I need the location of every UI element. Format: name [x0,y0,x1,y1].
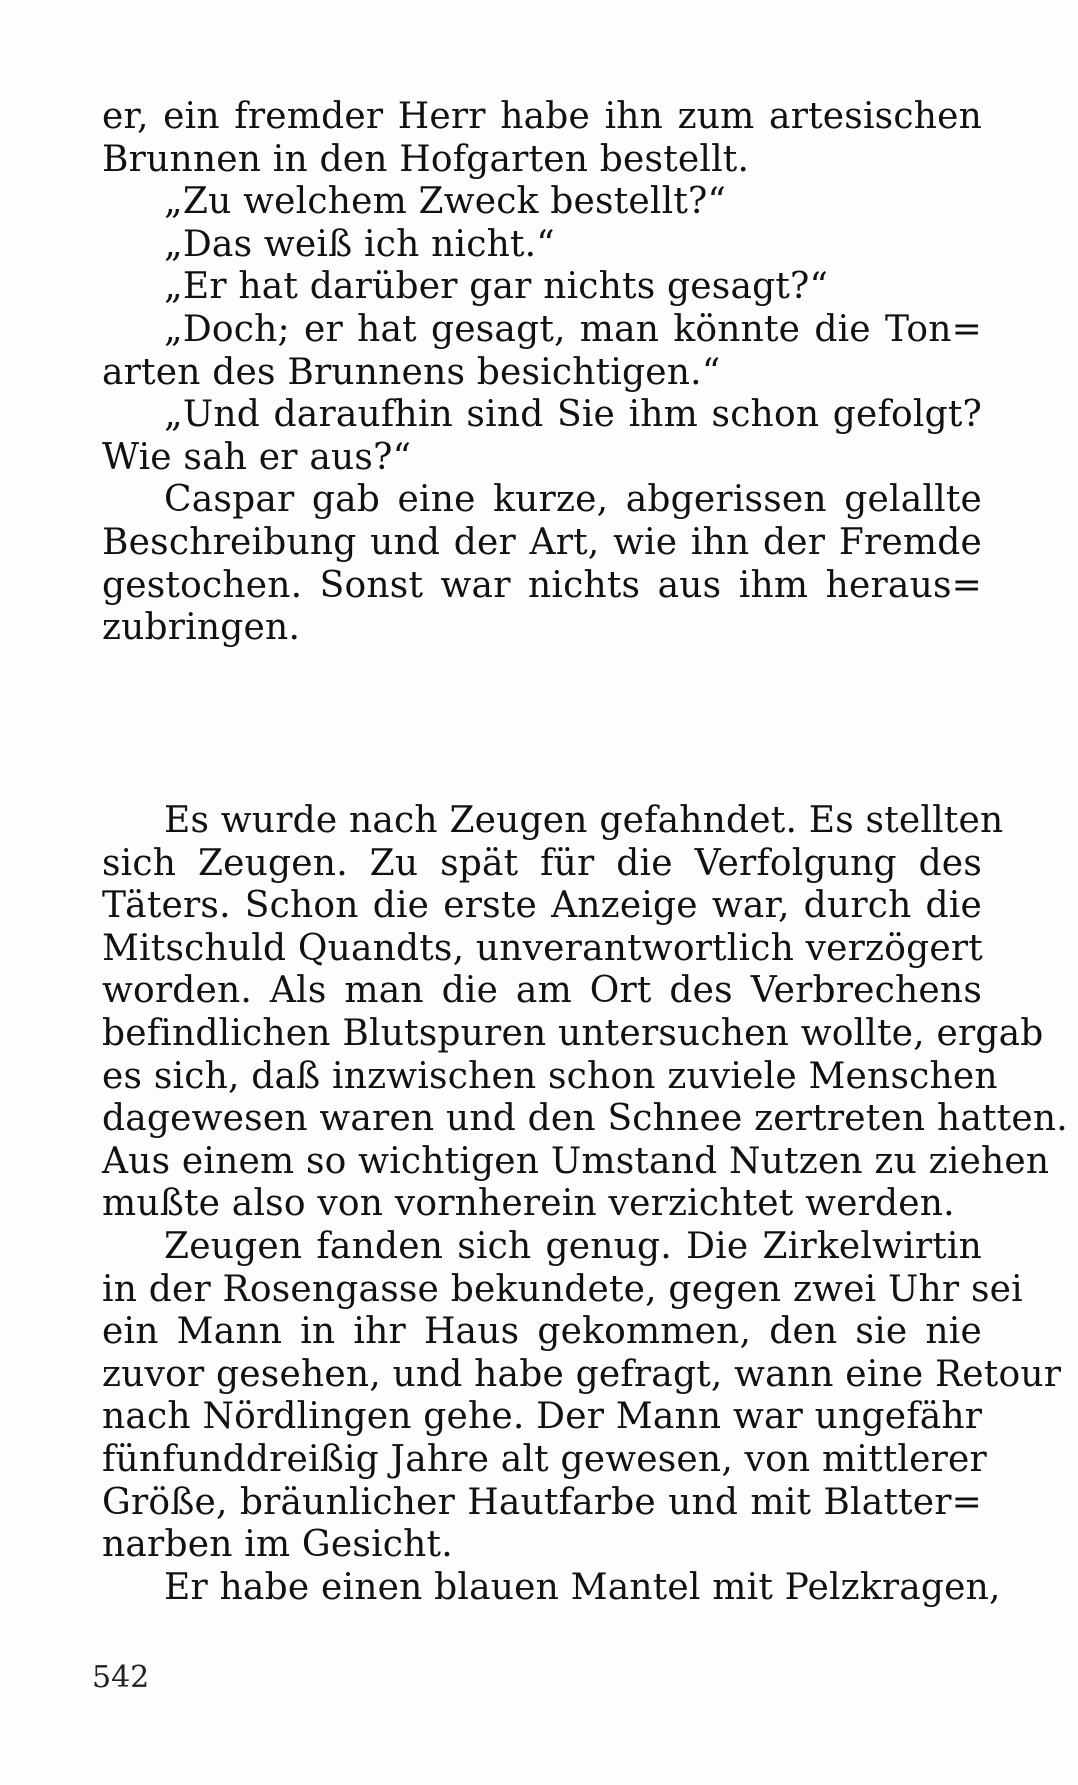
text-line: mußte also von vornherein verzichtet werden. [102,1183,955,1225]
text-line: nach Nördlingen gehe. Der Mann war ungefähr [102,1396,983,1438]
text-line: er, ein fremder Herr habe ihn zum artesischen [102,96,982,137]
page-number: 542 [92,1660,150,1695]
text-block-top [102,96,982,650]
text-line: zubringen. [102,607,301,649]
text-line: dagewesen waren und den Schnee zertreten hatten. [102,1098,1068,1140]
text-line: „Zu welchem Zweck bestellt?“ [164,181,727,223]
text-line: Täters. Schon die erste Anzeige war, durch die [102,885,982,927]
text-block-bottom [102,800,1068,1609]
text-line: „Das weiß ich nicht.“ [164,223,555,265]
text-line: Wie sah er aus?“ [102,436,412,478]
text-line: Zeugen fanden sich genug. Die Zirkelwirtin [164,1225,982,1267]
text-line: „Doch; er hat gesagt, man könnte die Ton= [164,308,982,350]
text-line: „Er hat darüber gar nichts gesagt?“ [164,266,829,308]
text-line: Er habe einen blauen Mantel mit Pelzkragen, [164,1566,1001,1608]
text-line: fünfunddreißig Jahre alt gewesen, von mittlerer [102,1438,987,1480]
text-line: ein Mann in ihr Haus gekommen, den sie nie [102,1311,982,1353]
text-line: es sich, daß inzwischen schon zuviele Menschen [102,1055,998,1097]
text-line: Aus einem so wichtigen Umstand Nutzen zu ziehen [102,1140,1050,1182]
text-line: Es wurde nach Zeugen gefahndet. Es stellten [164,800,1004,841]
text-line: Caspar gab eine kurze, abgerissen gelallte [164,479,982,521]
text-line: worden. Als man die am Ort des Verbrechens [102,970,982,1012]
text-line: Brunnen in den Hofgarten bestellt. [102,138,750,180]
text-line: Beschreibung und der Art, wie ihn der Fremde [102,521,982,563]
text-line: Mitschuld Quandts, unverantwortlich verzögert [102,927,983,969]
text-line: Größe, bräunlicher Hautfarbe und mit Blatter= [102,1481,982,1523]
text-line: sich Zeugen. Zu spät für die Verfolgung des [102,842,982,884]
text-line: narben im Gesicht. [102,1524,453,1566]
text-line: arten des Brunnens besichtigen.“ [102,351,721,393]
text-line: „Und daraufhin sind Sie ihm schon gefolgt? [164,394,982,436]
text-line: in der Rosengasse bekundete, gegen zwei Uhr sei [102,1268,1023,1310]
text-line: gestochen. Sonst war nichts aus ihm heraus= [102,564,982,606]
text-line: zuvor gesehen, und habe gefragt, wann eine Retour [102,1353,1062,1395]
text-line: befindlichen Blutspuren untersuchen wollte, ergab [102,1012,1044,1054]
